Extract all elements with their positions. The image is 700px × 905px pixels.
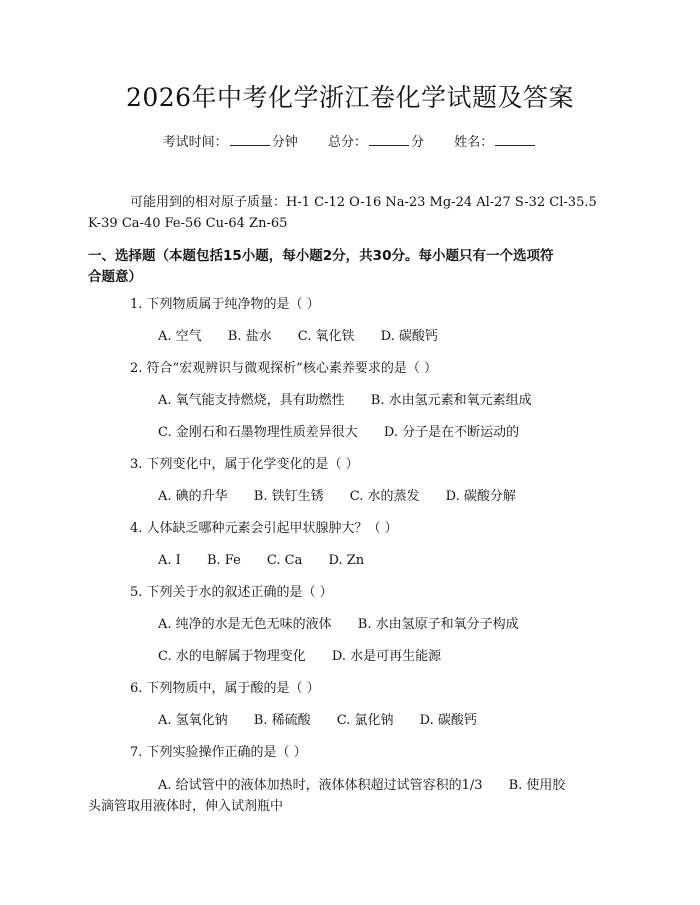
option: C. 氧化铁 [297, 329, 355, 344]
question-7-options-line-2: 头滴管取用液体时，伸入试剂瓶中 [88, 799, 284, 814]
option: D. 碳酸分解 [445, 489, 516, 504]
option: D. 分子是在不断运动的 [383, 425, 520, 440]
option: A. 空气 [158, 329, 202, 344]
question-3-options [158, 488, 538, 506]
option: A. 氢氧化钠 [158, 713, 228, 728]
question-2-stem: 2. 符合“宏观辨识与微观探析”核心素养要求的是（ ） [130, 361, 437, 376]
exam-meta [0, 133, 700, 152]
question-4-stem: 4. 人体缺乏哪种元素会引起甲状腺肿大？（ ） [130, 521, 398, 536]
question-1-stem: 1. 下列物质属于纯净物的是（ ） [130, 297, 320, 312]
question-2-options-row-1 [158, 392, 554, 410]
section-heading-line-1: 一、选择题（本题包括15小题，每小题2分，共30分。每小题只有一个选项符 [88, 248, 554, 264]
question-5-options-row-1 [158, 616, 541, 634]
option: A. 氧气能支持燃烧，具有助燃性 [158, 393, 345, 408]
name-blank [495, 133, 535, 146]
time-blank [230, 133, 270, 146]
name-label: 姓名： [454, 135, 494, 150]
option: B. 稀硫酸 [253, 713, 311, 728]
option: B. 水由氢元素和氧元素组成 [370, 393, 532, 408]
score-label: 总分： [327, 135, 367, 150]
question-7-options [88, 775, 608, 817]
option: D. 碳酸钙 [419, 713, 477, 728]
option: A. I [158, 553, 181, 568]
option: D. Zn [328, 553, 365, 568]
option: B. 盐水 [227, 329, 272, 344]
question-7-stem: 7. 下列实验操作正确的是（ ） [130, 745, 307, 760]
question-6-stem: 6. 下列物质中，属于酸的是（ ） [130, 681, 320, 696]
page-title: 2026年中考化学浙江卷化学试题及答案 [125, 83, 575, 112]
question-5-stem: 5. 下列关于水的叙述正确的是（ ） [130, 585, 333, 600]
question-5-options-row-2 [158, 648, 463, 666]
question-2-options-row-2 [158, 424, 541, 442]
question-1-options [158, 328, 460, 346]
option: C. Ca [266, 553, 303, 568]
option: C. 水的蒸发 [349, 489, 420, 504]
option: D. 水是可再生能源 [331, 649, 442, 664]
time-label: 考试时间： [162, 135, 228, 150]
atomic-masses-line-2: K-39 Ca-40 Fe-56 Cu-64 Zn-65 [88, 216, 288, 231]
question-4-options [158, 552, 386, 570]
option: C. 氯化钠 [336, 713, 394, 728]
question-3-stem: 3. 下列变化中，属于化学变化的是（ ） [130, 457, 359, 472]
option: B. 铁钉生锈 [253, 489, 324, 504]
question-6-options [158, 712, 499, 730]
question-7-options-line-1: A. 给试管中的液体加热时，液体体积超过试管容积的1/3 B. 使用胶 [158, 778, 566, 793]
option: C. 金刚石和石墨物理性质差异很大 [158, 425, 358, 440]
time-unit: 分钟 [271, 135, 298, 150]
option: C. 水的电解属于物理变化 [158, 649, 306, 664]
option: A. 纯净的水是无色无味的液体 [158, 617, 332, 632]
option: B. Fe [206, 553, 241, 568]
atomic-masses [88, 192, 608, 234]
option: B. 水由氢原子和氧分子构成 [357, 617, 519, 632]
option: D. 碳酸钙 [380, 329, 438, 344]
score-blank [369, 133, 409, 146]
score-unit: 分 [411, 135, 425, 150]
section-heading-line-2: 合题意） [88, 269, 142, 285]
atomic-masses-line-1: 可能用到的相对原子质量：H-1 C-12 O-16 Na-23 Mg-24 Al-27 S-32 Cl-35.5 [130, 195, 597, 210]
section-heading [88, 246, 608, 288]
option: A. 碘的升华 [158, 489, 228, 504]
